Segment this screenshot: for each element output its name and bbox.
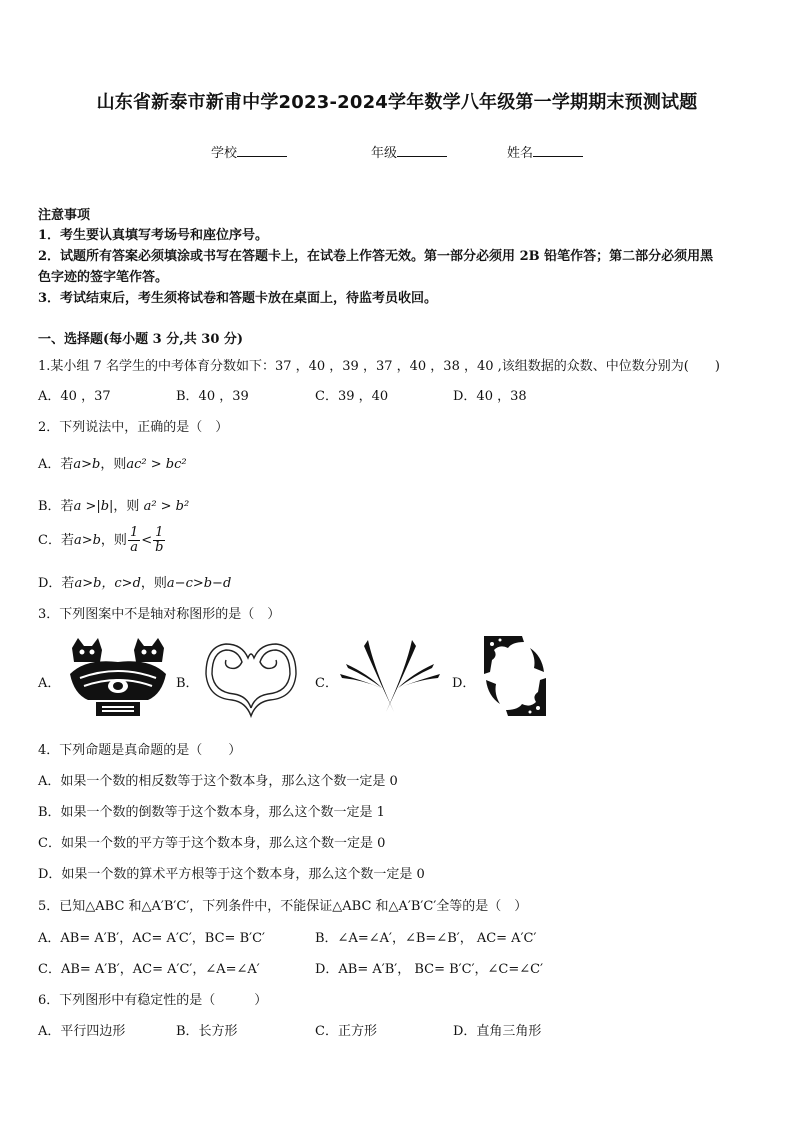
q2-c-condition: a>b: [73, 533, 101, 548]
note-item-1: 1．考生要认真填写考场号和座位序号。: [38, 228, 269, 243]
grade-blank: [397, 144, 447, 157]
note-item-3: 3．考试结束后，考生须将试卷和答题卡放在桌面上，待监考员收回。: [38, 291, 438, 306]
q2-option-c: [38, 526, 166, 555]
grade-label: 年级: [371, 146, 398, 161]
q2-b-condition: a >|b|: [73, 499, 114, 514]
q1-option-b: B．40 ，39: [176, 389, 249, 404]
q2-d-condition: a>b，c>d: [74, 576, 141, 591]
grade-field: [371, 142, 447, 161]
q3-figure-b: [202, 636, 300, 718]
q4-option-c: C．如果一个数的平方等于这个数本身，那么这个数一定是 0: [38, 836, 386, 851]
q3-figure-c: [338, 638, 442, 716]
q2-a-prefix: A．若: [38, 457, 74, 472]
q2-c-fraction-2: [153, 526, 165, 555]
q3-option-d-label: D．: [452, 676, 476, 691]
q6-option-d: D．直角三角形: [453, 1024, 542, 1039]
q4-stem: 4．下列命题是真命题的是（ ）: [38, 743, 242, 758]
name-label: 姓名: [507, 146, 534, 161]
q3-figure-d: [482, 634, 548, 718]
q2-c-prefix: C．若: [38, 533, 74, 548]
q6-option-b: B．长方形: [176, 1024, 238, 1039]
q5-option-d: D．AB= A′B′， BC= B′C′，∠C=∠C′: [315, 962, 544, 977]
q6-option-a: A．平行四边形: [38, 1024, 126, 1039]
q5-option-c: C．AB= A′B′，AC= A′C′，∠A=∠A′: [38, 962, 260, 977]
q3-stem: 3．下列图案中不是轴对称图形的是（ ）: [38, 607, 281, 622]
school-label: 学校: [211, 146, 238, 161]
q4-option-b: B．如果一个数的倒数等于这个数本身，那么这个数一定是 1: [38, 805, 385, 820]
q2-c-less-than: <: [141, 533, 153, 548]
q2-option-d: [38, 572, 231, 591]
q2-option-b: [38, 495, 189, 514]
q2-b-prefix: B．若: [38, 499, 74, 514]
q5-stem: 5．已知△ABC 和△A′B′C′，下列条件中，不能保证△ABC 和△A′B′C′全等的是（ ）: [38, 899, 528, 914]
note-item-2-cont: 色字迹的签字笔作答。: [38, 270, 169, 285]
school-blank: [237, 144, 287, 157]
school-field: [211, 142, 287, 161]
q2-c-num-2: 1: [155, 525, 164, 540]
q1-option-a: A．40 ，37: [38, 389, 111, 404]
note-item-2: 2．试题所有答案必须填涂或书写在答题卡上，在试卷上作答无效。第一部分必须用 2B 铅笔作答；第二部分必须用黑: [38, 249, 714, 264]
q3-option-a-label: A．: [38, 676, 61, 691]
q2-c-then: ，则: [100, 533, 127, 548]
q1-option-d: D．40 ，38: [453, 389, 527, 404]
q2-d-prefix: D．若: [38, 576, 75, 591]
q2-a-then: ，则: [100, 457, 127, 472]
q2-c-fraction-1: [128, 526, 140, 555]
q2-c-den-1: a: [130, 540, 138, 555]
q2-c-num-1: 1: [129, 525, 139, 540]
q2-option-a: [38, 453, 187, 472]
q5-option-a: A．AB= A′B′，AC= A′C′，BC= B′C′: [38, 931, 265, 946]
notes-heading: 注意事项: [38, 208, 91, 223]
q3-figure-a: [66, 634, 170, 718]
name-blank: [533, 144, 583, 157]
q6-option-c: C．正方形: [315, 1024, 377, 1039]
q4-option-d: D．如果一个数的算术平方根等于这个数本身，那么这个数一定是 0: [38, 867, 425, 882]
name-field: [507, 142, 583, 161]
q3-option-b-label: B．: [176, 676, 199, 691]
q5-option-b: B．∠A=∠A′，∠B=∠B′， AC= A′C′: [315, 931, 537, 946]
q2-b-then: ，则: [113, 499, 144, 514]
q1-option-c: C．39 ，40: [315, 389, 389, 404]
q2-d-then: ，则: [140, 576, 167, 591]
q1-stem: 1.某小组 7 名学生的中考体育分数如下：37 ，40 ，39 ，37 ，40 ，38 ，40 ,该组数据的众数、中位数分别为( ): [38, 359, 720, 374]
q2-d-result: a−c>b−d: [166, 576, 232, 591]
q2-b-result: a² > b²: [143, 499, 190, 514]
q4-option-a: A．如果一个数的相反数等于这个数本身，那么这个数一定是 0: [38, 774, 398, 789]
q3-option-c-label: C．: [315, 676, 338, 691]
q2-a-result: ac² > bc²: [126, 457, 187, 472]
q2-stem: 2．下列说法中，正确的是（ ）: [38, 420, 229, 435]
page-title: 山东省新泰市新甫中学2023-2024学年数学八年级第一学期期末预测试题: [96, 92, 698, 113]
q2-c-den-2: b: [155, 540, 164, 555]
section-heading: 一、选择题(每小题 3 分,共 30 分): [38, 332, 244, 347]
q2-a-condition: a>b: [73, 457, 101, 472]
q6-stem: 6．下列图形中有稳定性的是（ ）: [38, 993, 268, 1008]
